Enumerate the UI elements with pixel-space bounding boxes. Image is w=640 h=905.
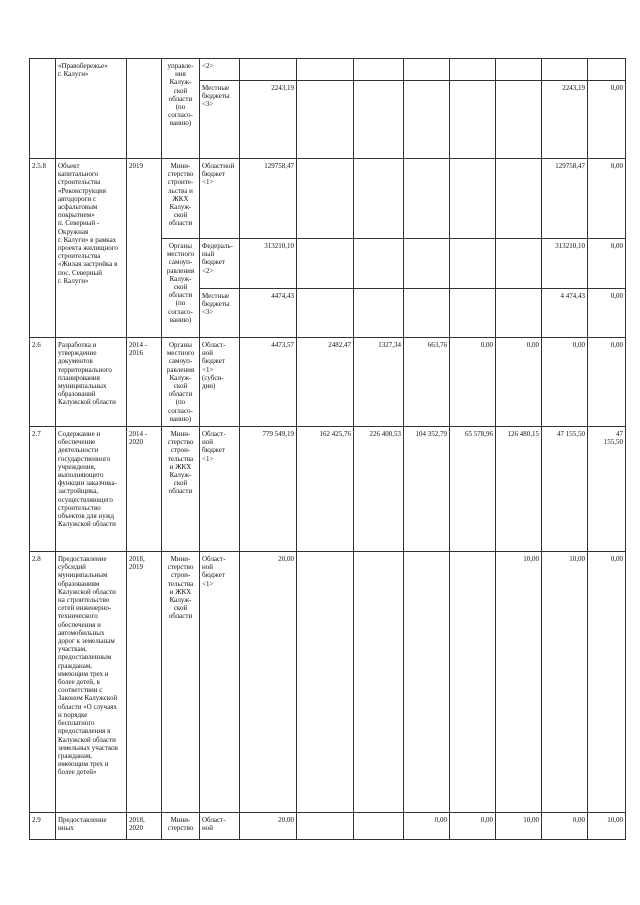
table-row [30,552,626,813]
funding-source: <2> [200,59,240,81]
year-amount [496,81,542,159]
executor: Мини- стерство строи- тельства и ЖКХ Калуж- ской области [162,552,200,813]
year-amount [297,81,354,159]
year-amount: 2243,19 [542,81,588,159]
total-amount: 779 549,19 [240,427,297,552]
year-amount [450,81,496,159]
year-amount [297,239,354,289]
period-years: 2018, 2019 [127,552,162,813]
year-amount [297,159,354,239]
year-amount: 10,00 [496,813,542,840]
table-row [30,427,626,552]
year-amount: 129758,47 [542,159,588,239]
year-amount [404,81,450,159]
total-amount: 129758,47 [240,159,297,239]
period-years: 2019 [127,159,162,338]
year-amount: 104 352,79 [404,427,450,552]
period-years: 2014 - 2016 [127,338,162,427]
year-amount [404,59,450,81]
funding-source: Област- ной бюджет <1> [200,552,240,813]
year-amount: 2482,47 [297,338,354,427]
year-amount: 663,76 [404,338,450,427]
year-amount: 65 578,96 [450,427,496,552]
funding-source: Област- ной бюджет <1> (субси- дии) [200,338,240,427]
measure-name: Предоставление иных [56,813,127,840]
year-amount [297,59,354,81]
funding-source: Областной бюджет <1> [200,159,240,239]
year-amount [496,239,542,289]
year-amount [404,289,450,338]
year-amount [450,289,496,338]
row-number: 2.9 [30,813,56,840]
year-amount [450,159,496,239]
year-amount [354,59,404,81]
year-amount [297,813,354,840]
total-amount: 20,00 [240,552,297,813]
year-amount [404,239,450,289]
year-amount [354,159,404,239]
year-amount: 126 480,15 [496,427,542,552]
row-number: 2.5.8 [30,159,56,338]
year-amount: 226 400,53 [354,427,404,552]
year-amount [354,813,404,840]
year-amount: 10,00 [496,552,542,813]
year-amount: 0,00 [542,813,588,840]
year-amount [354,81,404,159]
year-amount [450,239,496,289]
year-amount [404,159,450,239]
funding-source: Област- ной бюджет <1> [200,427,240,552]
year-amount [496,159,542,239]
funding-source: Местные бюджеты <3> [200,81,240,159]
year-amount [354,289,404,338]
executor: Мини- стерство [162,813,200,840]
year-amount: 10,00 [588,813,626,840]
year-amount [496,289,542,338]
year-amount: 0,00 [588,552,626,813]
measure-name: Предоставление субсидий муниципальным образованиям Калужской области на строительство сетей инженерно- технического обеспечения и автомобильных дорог к земельным участкам, предоставленным гражданам, имеющим трех и более детей, в соответствии с Законом Калужской области «О случаях и порядке бесплатного предоставления в Калужской области земельных участков гражданам, имеющим трех и более детей» [56,552,127,813]
total-amount [240,59,297,81]
year-amount: 0,00 [588,289,626,338]
year-amount: 162 425,76 [297,427,354,552]
measure-name: Разработка и утверждение документов территориального планирования муниципальных образований Калужской области [56,338,127,427]
table-row [30,813,626,840]
total-amount: 4473,57 [240,338,297,427]
year-amount [297,552,354,813]
year-amount [450,552,496,813]
table-row [30,338,626,427]
year-amount: 47 155,50 [588,427,626,552]
year-amount: 0,00 [542,338,588,427]
executor: управле- ния Калуж- ской области (по согласо- ванию) [162,59,200,159]
year-amount: 0,00 [450,813,496,840]
row-number: 2.7 [30,427,56,552]
year-amount: 0,00 [588,338,626,427]
year-amount: 1327,34 [354,338,404,427]
year-amount: 0,00 [588,239,626,289]
year-amount: 0,00 [496,338,542,427]
executor: Органы местного самоуп- равления Калуж- ской области (по согласо- ванию) [162,338,200,427]
year-amount: 47 155,50 [542,427,588,552]
budget-table [29,58,626,840]
year-amount [354,239,404,289]
executor: Органы местного самоуп- равления Калуж- ской области (по согласо- ванию) [162,239,200,338]
measure-name: «Правобережье» г. Калуги» [56,59,127,159]
year-amount: 0,00 [588,81,626,159]
funding-source: Федераль- ный бюджет <2> [200,239,240,289]
funding-source: Местные бюджеты <3> [200,289,240,338]
table-row [30,159,626,239]
total-amount: 313210,10 [240,239,297,289]
year-amount: 313210,10 [542,239,588,289]
year-amount: 0,00 [450,338,496,427]
year-amount [297,289,354,338]
executor: Мини- стерство строите- льства и ЖКХ Калуж- ской области [162,159,200,239]
period-years: 2018, 2020 [127,813,162,840]
year-amount [450,59,496,81]
year-amount [588,59,626,81]
row-number: 2.8 [30,552,56,813]
period-years: 2014 - 2020 [127,427,162,552]
total-amount: 2243,19 [240,81,297,159]
measure-name: Содержание и обеспечение деятельности государственного учреждения, выполняющего функции заказчика- застройщика, осуществляющего строительство объектов для нужд Калужской области [56,427,127,552]
row-number: 2.6 [30,338,56,427]
measure-name: Объект капитального строительства «Реконструкция автодороги с асфальтовым покрытием» п. Северный - Окружная г. Калуги» в рамках проекта жилищного строительства «Жилая застройка в пос. Северный г. Калуги» [56,159,127,338]
table-row [30,59,626,81]
year-amount [354,552,404,813]
year-amount: 10,00 [542,552,588,813]
year-amount: 0,00 [588,159,626,239]
year-amount [496,59,542,81]
year-amount [404,552,450,813]
total-amount: 20,00 [240,813,297,840]
year-amount: 4 474,43 [542,289,588,338]
year-amount [542,59,588,81]
funding-source: Област- ной [200,813,240,840]
year-amount: 0,00 [404,813,450,840]
period-years [127,59,162,159]
row-number [30,59,56,159]
total-amount: 4474,43 [240,289,297,338]
executor: Мини- стерство строи- тельства и ЖКХ Калуж- ской области [162,427,200,552]
